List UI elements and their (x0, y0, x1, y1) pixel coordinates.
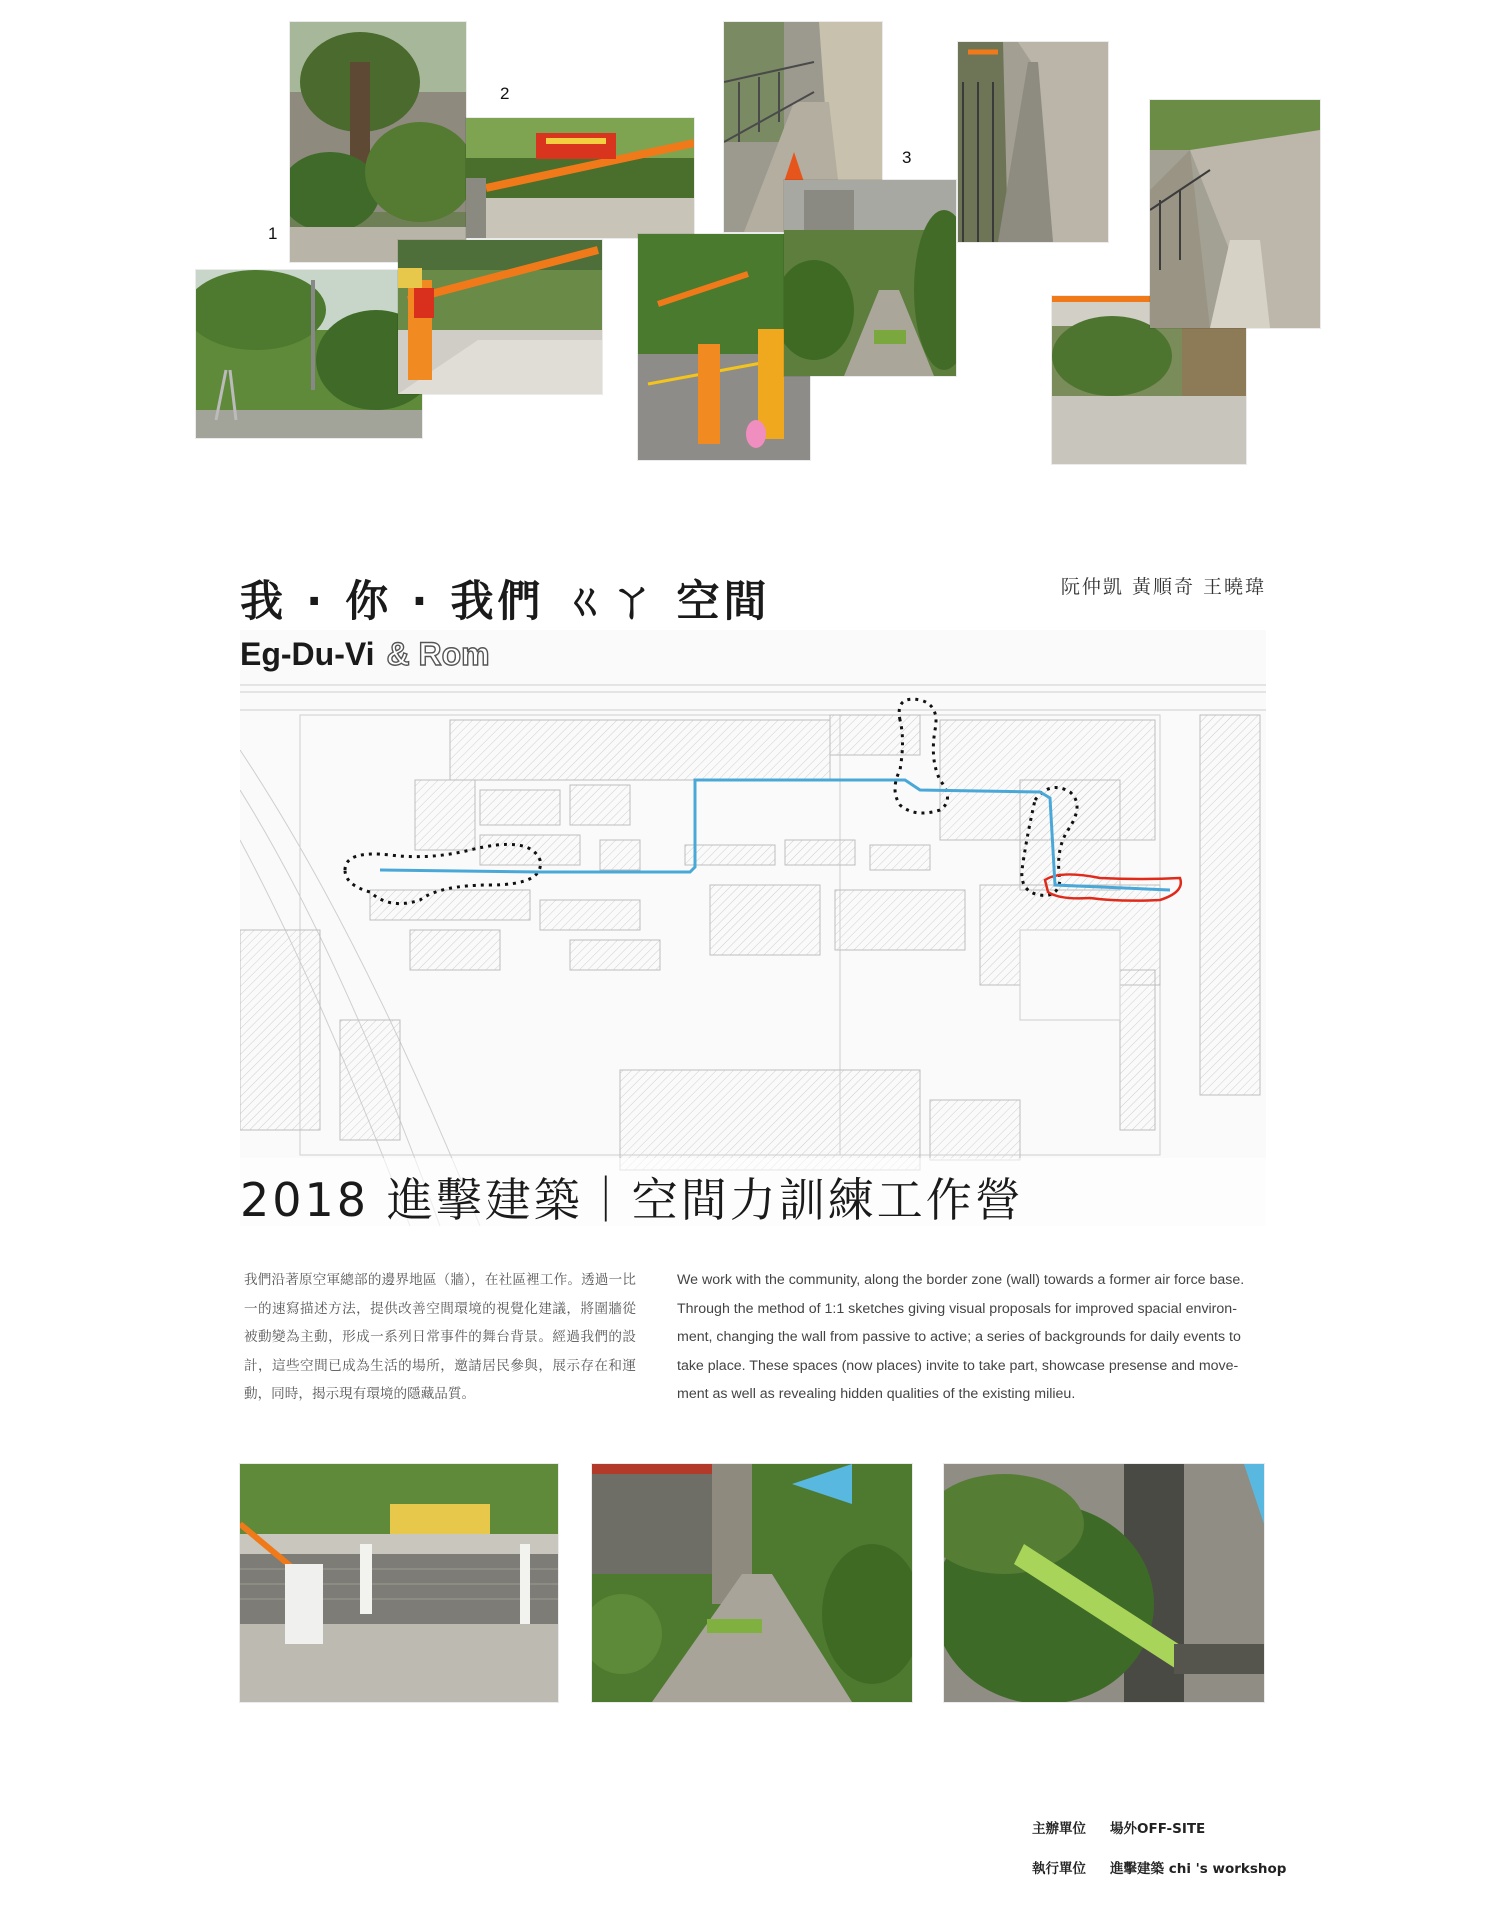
site-map (240, 630, 1266, 1226)
workshop-title: 2018 進擊建築｜空間力訓練工作營 (240, 1173, 1024, 1227)
photo-ramp-barrier (398, 240, 602, 394)
collage-number-1: 1 (268, 224, 278, 243)
photo-garden-path (592, 1464, 912, 1702)
subtitle-main: Eg-Du-Vi (240, 636, 375, 672)
description-en (677, 1266, 1267, 1409)
project-title: 我 · 你 · 我們 ㄍㄚ 空間 (240, 577, 771, 627)
photo-wall-plants (290, 22, 466, 262)
subtitle-rom: & Rom (386, 636, 490, 672)
credit-executor-label: 執行單位 (1032, 1861, 1086, 1877)
photo-street-ladder (196, 270, 422, 438)
photo-plants-ribbon (944, 1464, 1264, 1702)
collage-number-2: 2 (500, 84, 510, 103)
photo-wall-fabric (240, 1464, 558, 1702)
credit-organizer-value: 場外OFF-SITE (1110, 1821, 1206, 1837)
photo-stepped-alley (1150, 100, 1320, 328)
authors: 阮仲凱 黃順奇 王曉瑋 (1060, 576, 1266, 598)
collage-number-3: 3 (902, 148, 912, 167)
description-en-line: ment, changing the wall from passive to active; a series of backgrounds for daily events to (677, 1329, 1241, 1345)
description-zh: 我們沿著原空軍總部的邊界地區（牆），在社區裡工作。透過一比一的速寫描述方法，提供改善空間環境的視覺化建議，將圍牆從被動變為主動，形成一系列日常事件的舞台背景。經過我們的設計，這些空間已成為生活的場所，邀請居民參與，展示存在和運動，同時，揭示現有環境的隱藏品質。 (244, 1272, 636, 1402)
photo-orange-barrier (466, 118, 694, 238)
photo-narrow-alley (958, 42, 1108, 242)
photo-paved-alley (784, 180, 956, 376)
description-en-line: Through the method of 1:1 sketches giving visual proposals for improved spacial environ- (677, 1300, 1237, 1317)
credit-organizer-label: 主辦單位 (1032, 1821, 1086, 1837)
credit-executor (1032, 1857, 1286, 1877)
credit-organizer (1032, 1817, 1205, 1837)
project-subtitle (240, 636, 490, 673)
credit-executor-value: 進擊建築 chi 's workshop (1110, 1861, 1287, 1877)
description-en-line: We work with the community, along the border zone (wall) towards a former air force base. (677, 1272, 1245, 1288)
description-en-line: ment as well as revealing hidden qualities of the existing milieu. (677, 1386, 1076, 1402)
description-en-line: take place. These spaces (now places) invite to take part, showcase presense and move- (677, 1357, 1239, 1374)
